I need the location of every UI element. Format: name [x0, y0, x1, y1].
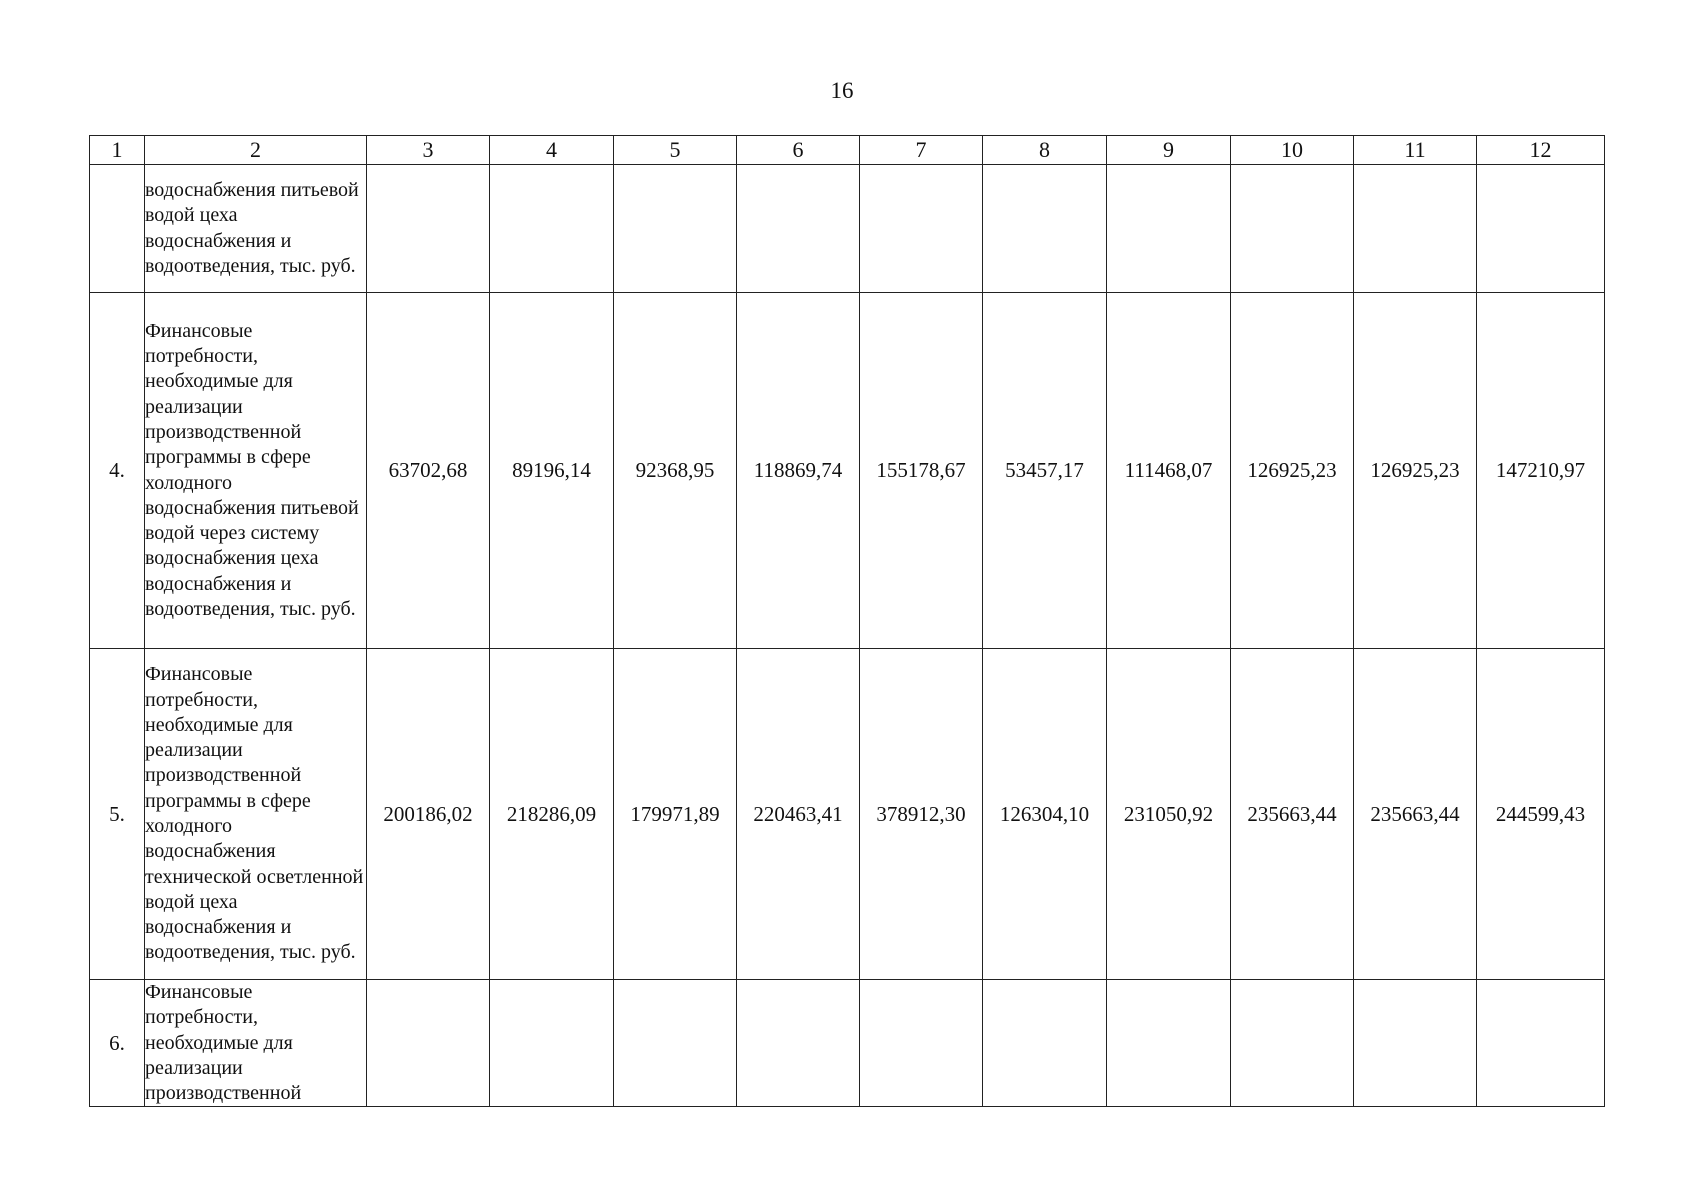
- row-value: [983, 980, 1107, 1107]
- row-number: 5.: [90, 649, 145, 980]
- row-value: [1354, 165, 1477, 293]
- column-header: 10: [1231, 136, 1354, 165]
- row-value: 244599,43: [1477, 649, 1605, 980]
- column-header: 9: [1107, 136, 1231, 165]
- row-value: 147210,97: [1477, 293, 1605, 649]
- row-value: [490, 165, 614, 293]
- row-value: 235663,44: [1231, 649, 1354, 980]
- row-value: [490, 980, 614, 1107]
- row-value: 126925,23: [1231, 293, 1354, 649]
- column-header: 1: [90, 136, 145, 165]
- row-value: [860, 980, 983, 1107]
- row-value: 220463,41: [737, 649, 860, 980]
- row-value: 92368,95: [614, 293, 737, 649]
- row-value: [1477, 980, 1605, 1107]
- row-value: [737, 165, 860, 293]
- row-value: 200186,02: [367, 649, 490, 980]
- column-header: 2: [145, 136, 367, 165]
- row-description: Финансовые потребности, необходимые для реализации производственной программы в сфере холодного водоснабжения питьевой водой через систему водоснабжения цеха водоснабжения и водоотведения, тыс. руб.: [145, 293, 367, 649]
- row-number: 4.: [90, 293, 145, 649]
- row-number: 6.: [90, 980, 145, 1107]
- row-value: [737, 980, 860, 1107]
- column-header: 5: [614, 136, 737, 165]
- row-value: [614, 980, 737, 1107]
- column-header: 6: [737, 136, 860, 165]
- row-value: 231050,92: [1107, 649, 1231, 980]
- column-header: 7: [860, 136, 983, 165]
- row-value: 111468,07: [1107, 293, 1231, 649]
- row-value: 53457,17: [983, 293, 1107, 649]
- column-header: 4: [490, 136, 614, 165]
- row-value: [860, 165, 983, 293]
- row-value: 218286,09: [490, 649, 614, 980]
- column-header: 11: [1354, 136, 1477, 165]
- row-description: водоснабжения питьевой водой цеха водоснабжения и водоотведения, тыс. руб.: [145, 165, 367, 293]
- table-row: [90, 649, 1605, 980]
- row-value: [1231, 980, 1354, 1107]
- row-value: 118869,74: [737, 293, 860, 649]
- table-row: [90, 293, 1605, 649]
- row-value: [1107, 165, 1231, 293]
- row-value: [1231, 165, 1354, 293]
- header-row: [90, 136, 1605, 165]
- row-value: [614, 165, 737, 293]
- row-value: [367, 165, 490, 293]
- page-number: 16: [830, 78, 854, 103]
- row-value: 63702,68: [367, 293, 490, 649]
- row-value: 89196,14: [490, 293, 614, 649]
- row-value: [367, 980, 490, 1107]
- column-header: 8: [983, 136, 1107, 165]
- row-description: Финансовые потребности, необходимые для реализации производственной: [145, 980, 367, 1107]
- row-value: [983, 165, 1107, 293]
- row-value: 179971,89: [614, 649, 737, 980]
- table-row: [90, 980, 1605, 1107]
- table-row: [90, 165, 1605, 293]
- row-description: Финансовые потребности, необходимые для реализации производственной программы в сфере холодного водоснабжения технической осветленной водой цеха водоснабжения и водоотведения, тыс. руб.: [145, 649, 367, 980]
- row-value: 378912,30: [860, 649, 983, 980]
- row-value: 235663,44: [1354, 649, 1477, 980]
- row-number: [90, 165, 145, 293]
- row-value: 155178,67: [860, 293, 983, 649]
- row-value: [1477, 165, 1605, 293]
- financial-table: [89, 135, 1605, 1107]
- column-header: 12: [1477, 136, 1605, 165]
- column-header: 3: [367, 136, 490, 165]
- row-value: 126925,23: [1354, 293, 1477, 649]
- row-value: [1354, 980, 1477, 1107]
- row-value: 126304,10: [983, 649, 1107, 980]
- row-value: [1107, 980, 1231, 1107]
